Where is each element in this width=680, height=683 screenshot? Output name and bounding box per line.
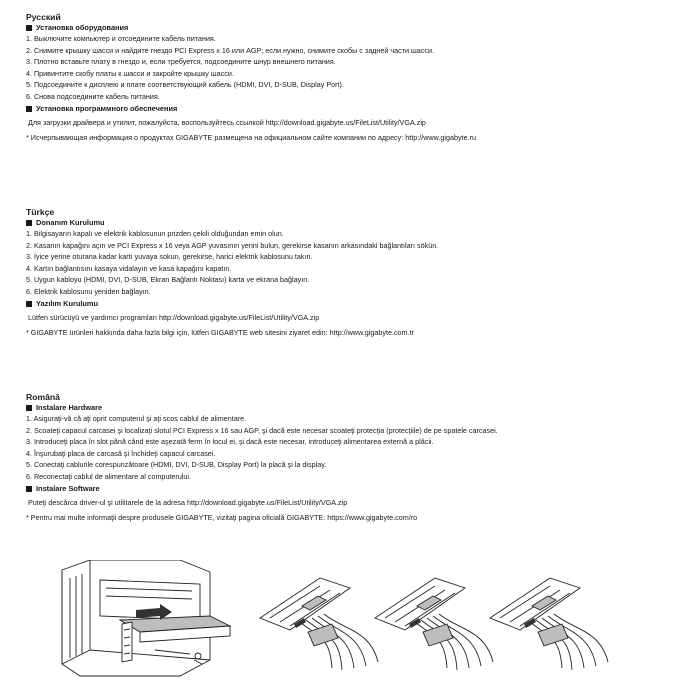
bullet-square-icon bbox=[26, 405, 32, 411]
step-item: 5. Подсоедините к дисплею и плате соответствующий кабель (HDMI, DVI, D-SUB, Display Port). bbox=[26, 80, 344, 89]
card-installation-illustration bbox=[62, 560, 230, 676]
install-steps bbox=[26, 228, 666, 297]
step-item: 3. Introduceţi placa în slot până când este aşezată ferm în locul ei, şi dacă este necesar, introduceţi alimentarea externă a plăcii. bbox=[26, 437, 434, 446]
bullet-square-icon bbox=[26, 106, 32, 112]
step-item: 3. İyice yerine oturana kadar kartı yuvaya sokun, gerekirse, harici elektrik kablosunu takın. bbox=[26, 252, 313, 261]
step-item: 4. Привинтите скобу платы к шасси и закройте крышку шасси. bbox=[26, 68, 234, 78]
footnote: * Pentru mai multe informaţii despre produsele GIGABYTE, vizitaţi pagina oficială GIGABYTE: https://www.gigabyte.com/ro bbox=[26, 513, 418, 522]
step-item: 6. Reconectaţi cablul de alimentare al computerului. bbox=[26, 471, 192, 481]
step-item: 1. Выключите компьютер и отсоедините кабель питания. bbox=[26, 34, 216, 43]
step-item: 2. Снимите крышку шасси и найдите гнездо PCI Express x 16 или AGP; если нужно, снимите скобы с задней части шасси. bbox=[26, 45, 434, 55]
step-item: 6. Снова подсоедините кабель питания. bbox=[26, 91, 160, 101]
power-connector-illustration-1 bbox=[260, 578, 378, 670]
software-install-heading: Yazılım Kurulumu bbox=[26, 299, 666, 309]
step-item: 2. Kasanın kapağını açın ve PCI Express x 16 veya AGP yuvasının yerini bulun, gerekirse kasanın arkasındaki bağlantıları sökün. bbox=[26, 240, 439, 250]
software-download-text: Puteţi descărca driver-ul şi utilitarele de la adresa http://download.gigabyte.us/FileList/Utility/VGA.zip bbox=[28, 498, 348, 507]
step-item: 4. Înşurubaţi placa de carcasă şi închideţi capacul carcasei. bbox=[26, 448, 216, 458]
section-turkish bbox=[26, 207, 666, 338]
footnote: * Исчерпывающая информация о продуктах GIGABYTE размещена на официальном сайте компании по адресу: http://www.gigabyte.ru bbox=[26, 133, 476, 142]
power-connector-illustration-3 bbox=[490, 578, 608, 670]
step-item: 5. Uygun kabloyu (HDMI, DVI, D-SUB, Ekran Bağlantı Noktası) karta ve ekrana bağlayın. bbox=[26, 275, 310, 284]
section-russian bbox=[26, 12, 666, 143]
step-item: 3. Плотно вставьте плату в гнездо и, если требуется, подсоедините шнур внешнего питания. bbox=[26, 57, 336, 66]
software-install-heading: Установка программного обеспечения bbox=[26, 104, 666, 114]
bullet-square-icon bbox=[26, 486, 32, 492]
step-item: 1. Asiguraţi-vă că aţi oprit computerul şi aţi scos cablul de alimentare. bbox=[26, 414, 247, 423]
software-download-text: Lütfen sürücüyü ve yardımcı programları http://download.gigabyte.us/FileList/Utility/VGA.zip bbox=[28, 313, 320, 322]
language-heading: Türkçe bbox=[26, 207, 55, 217]
language-heading: Română bbox=[26, 392, 60, 402]
software-install-heading: Instalare Software bbox=[26, 484, 666, 494]
hardware-install-heading: Установка оборудования bbox=[26, 23, 666, 33]
step-item: 4. Kartın bağlantısını kasaya vidalayın ve kasa kapağını kapatın. bbox=[26, 263, 232, 273]
bullet-square-icon bbox=[26, 301, 32, 307]
installation-illustrations bbox=[60, 560, 660, 678]
language-heading: Русский bbox=[26, 12, 61, 22]
section-romanian bbox=[26, 392, 666, 523]
step-item: 1. Bilgisayarın kapalı ve elektrik kablosunun prizden çekili olduğundan emin olun. bbox=[26, 229, 284, 238]
software-download-text: Для загрузки драйвера и утилит, пожалуйста, воспользуйтесь ссылкой http://download.gigabyte.us/FileList/Utility/VGA.zip bbox=[28, 118, 426, 127]
hardware-install-heading: Instalare Hardware bbox=[26, 403, 666, 413]
illustration-canvas bbox=[60, 560, 660, 678]
step-item: 2. Scoateţi capacul carcasei şi localizaţi slotul PCI Express x 16 sau AGP, şi dacă este necesar scoateţi protecţia (protecţiile) de pe spatele carcasei. bbox=[26, 425, 498, 435]
step-item: 5. Conectaţi cablurile corespunzătoare (HDMI, DVI, D-SUB, Display Port) la placă şi la display. bbox=[26, 460, 327, 469]
step-item: 6. Elektrik kablosunu yeniden bağlayın. bbox=[26, 286, 151, 296]
footnote: * GIGABYTE ürünleri hakkında daha fazla bilgi için, lütfen GIGABYTE web sitesini ziyaret edin: http://www.gigabyte.com.tr bbox=[26, 328, 414, 337]
bullet-square-icon bbox=[26, 220, 32, 226]
hardware-install-heading: Donanım Kurulumu bbox=[26, 218, 666, 228]
bullet-square-icon bbox=[26, 25, 32, 31]
install-steps bbox=[26, 33, 666, 102]
power-connector-illustration-2 bbox=[375, 578, 493, 670]
install-steps bbox=[26, 413, 666, 482]
